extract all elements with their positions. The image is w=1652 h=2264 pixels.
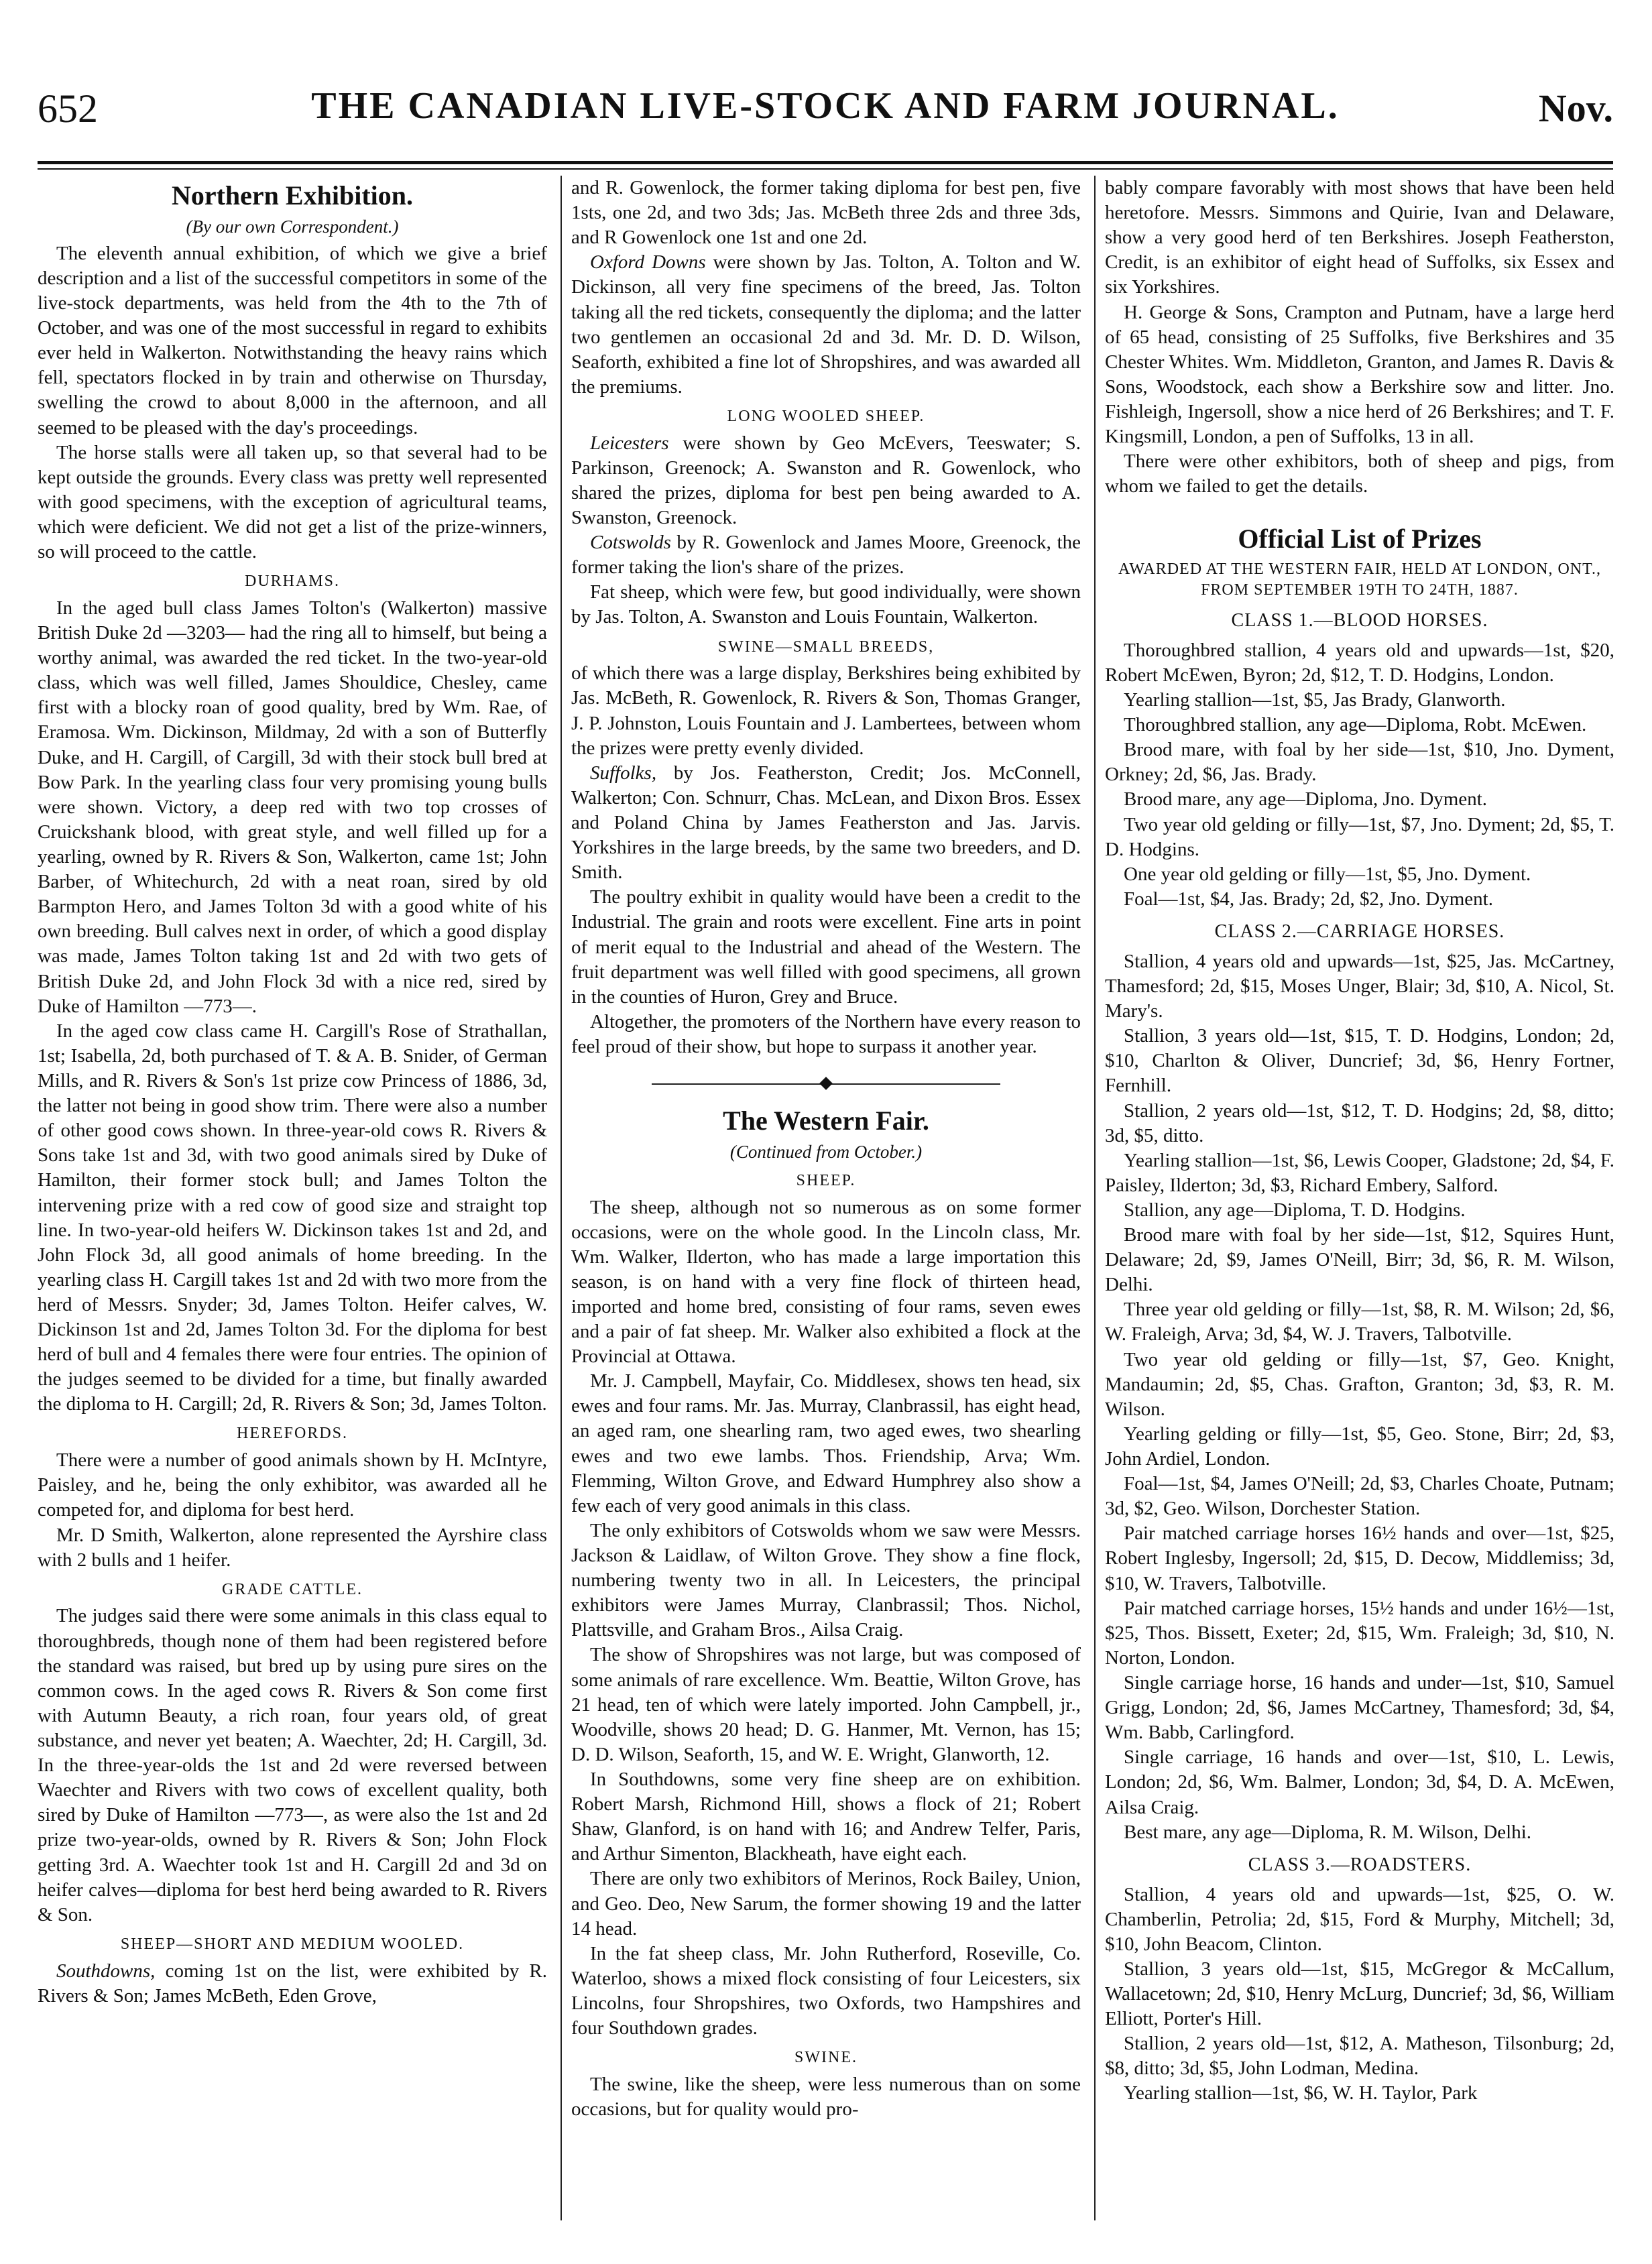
paragraph: In Southdowns, some very fine sheep are on exhibition. Robert Marsh, Richmond Hill, shows a flock of 21; Robert Shaw, Glanford, is on hand with 16; and Andrew Telfer, Paris, and Arthur Simenton, Blackheath, have eight each.: [571, 1769, 1081, 1865]
paragraph: bably compare favorably with most shows that have been held heretofore. Messrs. Simmons and Quirie, Ivan and Delaware, show a very good herd of ten Berkshires. Joseph Featherston, Credit, is an exhibitor of eight head of Suffolks, six Essex and six Yorkshires.: [1105, 177, 1614, 298]
prize-entry: Brood mare with foal by her side—1st, $12, Squires Hunt, Delaware; 2d, $9, James O'Neill, Birr; 3d, $6, R. M. Wilson, Delhi.: [1105, 1224, 1614, 1296]
article-byline: (Continued from October.): [729, 1142, 923, 1163]
prize-entry: Stallion, 4 years old and upwards—1st, $25, Jas. McCartney, Thamesford; 2d, $15, Moses Unger, Blair; 3d, $10, A. Nicol, St. Mary's.: [1105, 950, 1614, 1022]
class-heading-blood-horses: CLASS 1.—BLOOD HORSES.: [1231, 609, 1488, 631]
paragraph: [38, 1959, 547, 2009]
paragraph: and R. Gowenlock, the former taking diploma for best pen, five 1sts, one 2d, and two 3ds; Jas. McBeth three 2ds and three 3ds, and R Gowenlock one 1st and one 2d.: [571, 177, 1081, 249]
breed-name: Oxford Downs: [590, 251, 706, 274]
article-heading-northern: Northern Exhibition.: [171, 180, 414, 211]
paragraph: The show of Shropshires was not large, but was composed of some animals of rare excellence. Wm. Beattie, Wilton Grove, has 21 head, ten of which were lately imported. John Campbell, jr., Woodville, shows 20 head; D. G. Hanmer, Mt. Vernon, has 15; D. D. Wilson, Seaforth, 15, and W. E. Wright, Glanworth, 12.: [571, 1644, 1081, 1765]
header-rule-thick: [38, 161, 1613, 164]
paragraph: The only exhibitors of Cotswolds whom we saw were Messrs. Jackson & Laidlaw, of Wilton Grove. They show a fine flock, numbering twenty two in all. In Leicesters, the principal exhibitors were James Murray, Clanbrassil; Thos. Nichol, Plattsville, and Graham Bros., Ailsa Craig.: [571, 1519, 1081, 1641]
prize-entry: Foal—1st, $4, James O'Neill; 2d, $3, Charles Choate, Putnam; 3d, $2, Geo. Wilson, Dorchester Station.: [1105, 1473, 1614, 1520]
issue-month: Nov.: [1538, 86, 1613, 130]
column-1: [38, 176, 547, 2227]
section-heading-swine-small: SWINE—SMALL BREEDS,: [717, 638, 935, 656]
article-byline: (By our own Correspondent.): [186, 217, 399, 237]
prize-entry: Two year old gelding or filly—1st, $7, Geo. Knight, Mandaumin; 2d, $5, Chas. Grafton, Granton; 3d, $3, R. M. Wilson.: [1105, 1348, 1614, 1420]
paragraph: The swine, like the sheep, were less numerous than on some occasions, but for quality would pro-: [571, 2073, 1081, 2121]
paragraph: [571, 431, 1081, 530]
paragraph: There were a number of good animals shown by H. McIntyre, Paisley, and he, being the only exhibitor, was awarded all he competed for, and diploma for best herd.: [38, 1449, 547, 1521]
section-heading-sheep-short: SHEEP—SHORT AND MEDIUM WOOLED.: [120, 1935, 465, 1953]
prize-entry: Two year old gelding or filly—1st, $7, Jno. Dyment; 2d, $5, T. D. Hodgins.: [1105, 813, 1614, 860]
paragraph: There were other exhibitors, both of sheep and pigs, from whom we failed to get the details.: [1105, 451, 1614, 497]
paragraph: [571, 530, 1081, 580]
paragraph-text: were shown by Jas. Tolton, A. Tolton and W. Dickinson, all very fine specimens of the breed, Jas. Tolton taking all the red tickets, consequently the diploma; and the latter two gentlemen an occasional 2d and 3d. Mr. D. D. Wilson, Seaforth, exhibited a fine lot of Shropshires, and was awarded all the premiums.: [571, 251, 1081, 398]
prize-entry: Yearling gelding or filly—1st, $5, Geo. Stone, Birr; 2d, $3, John Ardiel, London.: [1105, 1423, 1614, 1470]
prize-entry: Yearling stallion—1st, $6, Lewis Cooper, Gladstone; 2d, $4, F. Paisley, Ilderton; 3d, $3, Richard Embery, Salford.: [1105, 1149, 1614, 1196]
column-2: [571, 176, 1081, 2227]
breed-name: Leicesters: [590, 432, 669, 454]
paragraph-text: by Jos. Featherston, Credit; Jos. McConnell, Walkerton; Con. Schnurr, Chas. McLean, and Dixon Bros. Essex and Poland China by James Featherston and Jas. Jarvis. Yorkshires in the large breeds, by the same two breeders, and D. Smith.: [571, 762, 1081, 884]
masthead: [38, 79, 1613, 146]
paragraph: The horse stalls were all taken up, so that several had to be kept outside the grounds. Every class was pretty well represented with good specimens, with the exception of agricultural teams, which were deficient. We did not get a list of the prize-winners, so will proceed to the cattle.: [38, 441, 547, 563]
prize-entry: Brood mare, with foal by her side—1st, $10, Jno. Dyment, Orkney; 2d, $6, Jas. Brady.: [1105, 739, 1614, 786]
prize-entry: Foal—1st, $4, Jas. Brady; 2d, $2, Jno. Dyment.: [1124, 888, 1493, 910]
breed-name: Suffolks,: [590, 762, 657, 784]
section-heading-grade-cattle: GRADE CATTLE.: [222, 1580, 363, 1598]
prize-entry: Thoroughbred stallion, 4 years old and upwards—1st, $20, Robert McEwen, Byron; 2d, $12, T. D. Hodgins, London.: [1105, 639, 1614, 686]
prize-entry: Pair matched carriage horses, 15½ hands and under 16½—1st, $25, Thos. Bissett, Exeter; 2d, $15, Wm. Fraleigh; 3d, $10, N. Norton, London.: [1105, 1597, 1614, 1669]
paragraph: [571, 250, 1081, 400]
paragraph: In the aged bull class James Tolton's (Walkerton) massive British Duke 2d —3203— had the ring all to himself, but being a worthy animal, was awarded the red ticket. In the two-year-old class, which was well filled, James Shouldice, Chesley, came first with a blocky roan of good quality, bred by Wm. Rae, of Eramosa. Wm. Dickinson, Mildmay, 2d with a son of Butterfly Duke, and H. Cargill, of Cargill, 3d with their stock bull bred at Bow Park. In the yearling class four very promising young bulls were shown. Victory, a deep red with two top crosses of Cruickshank blood, with great style, and well filled up for a yearling, owned by R. Rivers & Son, Walkerton, came 1st; John Barber, of Whitechurch, 2d with a neat roan, sired by old Barmpton Hero, and James Tolton 3d with a good white of his own breeding. Bull calves next in order, of which a good display was made, James Tolton taking 1st and 2d with two gets of British Duke 2d, and John Flock 3d with a nice red, sired by Duke of Hamilton —773—.: [38, 597, 547, 1017]
paragraph: H. George & Sons, Crampton and Putnam, have a large herd of 65 head, consisting of 25 Suffolks, five Berkshires and 35 Chester Whites. Wm. Middleton, Granton, and James R. Davis & Sons, Woodstock, each show a Berkshire sow and litter. Jno. Fishleigh, Ingersoll, show a nice herd of 26 Berkshires; and T. F. Kingsmill, London, a pen of Suffolks, 13 in all.: [1105, 301, 1614, 448]
section-heading-sheep: SHEEP.: [796, 1171, 856, 1189]
section-heading-herefords: HEREFORDS.: [236, 1425, 349, 1443]
prize-entry: Yearling stallion—1st, $6, W. H. Taylor, Park: [1124, 2082, 1478, 2104]
paragraph: The sheep, although not so numerous as on some former occasions, were on the whole good. In the Lincoln class, Mr. Wm. Walker, Ilderton, who has made a large importation this season, is on hand with a very fine flock of thirteen head, imported and home bred, consisting of four rams, seven ewes and a pair of fat sheep. Mr. Walker also exhibited a flock at the Provincial at Ottawa.: [571, 1196, 1081, 1368]
column-divider-2: [1094, 176, 1096, 2220]
paragraph: [571, 761, 1081, 886]
prize-entry: Thoroughbred stallion, any age—Diploma, Robt. McEwen.: [1124, 714, 1587, 736]
article-heading-prize-list: Official List of Prizes: [1238, 524, 1482, 554]
prize-entry: Best mare, any age—Diploma, R. M. Wilson, Delhi.: [1124, 1821, 1532, 1843]
prize-entry: Stallion, 4 years old and upwards—1st, $25, O. W. Chamberlin, Petrolia; 2d, $15, Ford & Murphy, Mitchell; 3d, $10, John Beacom, Clinton.: [1105, 1883, 1614, 1955]
header-rule-thin: [38, 168, 1613, 170]
section-heading-long-wooled: LONG WOOLED SHEEP.: [727, 407, 925, 425]
paragraph: Mr. J. Campbell, Mayfair, Co. Middlesex, shows ten head, six ewes and four rams. Mr. Jas. Murray, Clanbrassil, has eight head, an aged ram, one shearling ram, two aged ewes, two shearling ewes and two ewe lambs. Thos. Friendship, Arva; Wm. Flemming, Wilton Grove, and Edward Humphrey also show a few each of very good animals in this class.: [571, 1370, 1081, 1516]
section-heading-durhams: DURHAMS.: [244, 573, 341, 591]
class-heading-roadsters: CLASS 3.—ROADSTERS.: [1248, 1854, 1472, 1875]
paragraph: Fat sheep, which were few, but good individually, were shown by Jas. Tolton, A. Swanston and Louis Fountain, Walkerton.: [571, 581, 1081, 628]
prize-entry: Single carriage horse, 16 hands and under—1st, $10, Samuel Grigg, London; 2d, $6, James McCartney, Thamesford; 3d, $4, Wm. Babb, Carlingford.: [1105, 1672, 1614, 1744]
paragraph: In the aged cow class came H. Cargill's Rose of Strathallan, 1st; Isabella, 2d, both purchased of T. & A. B. Snider, of German Mills, and R. Rivers & Son's 1st prize cow Princess of 1886, 3d, the latter not being in good show trim. There were also a number of other good cows shown. In three-year-old cows R. Rivers & Sons take 1st and 3d, with two good animals sired by Duke of Hamilton, their former stock bull; and James Tolton the intervening prize with a red cow of good size and straight top line. In two-year-old heifers W. Dickinson takes 1st and 2d, and John Flock 3d, all good animals of home breeding. In the yearling class H. Cargill takes 1st and 2d with two more from the herd of Messrs. Snyder; 3d, James Tolton. Heifer calves, W. Dickinson 1st and 2d, James Tolton 3d. For the diploma for best herd of bull and 4 females there were four entries. The opinion of the judges seemed to be divided for a time, but finally awarded the diploma to H. Cargill; 2d, R. Rivers & Son; 3d, James Tolton.: [38, 1020, 547, 1415]
prize-entry: Brood mare, any age—Diploma, Jno. Dyment.: [1124, 788, 1488, 811]
paragraph: The judges said there were some animals in this class equal to thoroughbreds, though none of them had been registered before the standard was raised, but bred up by using pure sires on the common cows. In the aged cows R. Rivers & Son come first with Autumn Beauty, a rich roan, four years old, of great substance, and never yet beaten; A. Waechter, 2d; H. Cargill, 3d. In the three-year-olds the 1st and 2d were reversed between Waechter and Rivers with two cows of excellent quality, both sired by Duke of Hamilton —773—, as were also the 1st and 2d prize two-year-olds, owned by R. Rivers & Son; John Flock getting 3rd. A. Waechter took 1st and H. Cargill 2d and 3d on heifer calves—diploma for best herd being awarded to R. Rivers & Son.: [38, 1605, 547, 1925]
paragraph-text: were shown by Geo McEvers, Teeswater; S. Parkinson, Greenock; A. Swanston and R. Gowenlock, who shared the prizes, diploma for best pen being awarded to A. Swanston, Greenock.: [571, 432, 1081, 529]
paragraph: There are only two exhibitors of Merinos, Rock Bailey, Union, and Geo. Deo, New Sarum, the former showing 19 and the latter 14 head.: [571, 1868, 1081, 1940]
prize-entry: Yearling stallion—1st, $5, Jas Brady, Glanworth.: [1124, 689, 1506, 711]
prize-entry: One year old gelding or filly—1st, $5, Jno. Dyment.: [1124, 863, 1531, 885]
prize-entry: Single carriage, 16 hands and over—1st, $10, L. Lewis, London; 2d, $6, Wm. Balmer, London; 3d, $4, D. A. McEwen, Ailsa Craig.: [1105, 1746, 1614, 1818]
prize-entry: Stallion, any age—Diploma, T. D. Hodgins.: [1124, 1199, 1466, 1221]
prize-list-subheading: AWARDED AT THE WESTERN FAIR, HELD AT LONDON, ONT., FROM SEPTEMBER 19TH TO 24TH, 1887.: [1118, 560, 1602, 599]
article-heading-western-fair: The Western Fair.: [723, 1106, 929, 1136]
paragraph: Mr. D Smith, Walkerton, alone represented the Ayrshire class with 2 bulls and 1 heifer.: [38, 1524, 547, 1571]
prize-entry: Stallion, 2 years old—1st, $12, A. Matheson, Tilsonburg; 2d, $8, ditto; 3d, $5, John Lodman, Medina.: [1105, 2033, 1614, 2080]
class-heading-carriage-horses: CLASS 2.—CARRIAGE HORSES.: [1214, 921, 1505, 943]
prize-entry: Pair matched carriage horses 16½ hands and over—1st, $25, Robert Inglesby, Ingersoll; 2d, $15, D. Decow, Middlemiss; 3d, $10, W. Travers, Talbotville.: [1105, 1523, 1614, 1594]
paragraph: In the fat sheep class, Mr. John Rutherford, Roseville, Co. Waterloo, shows a mixed flock consisting of four Leicesters, six Lincolns, four Shropshires, two Oxfords, two Hampshires and four Southdown grades.: [571, 1942, 1081, 2039]
paragraph-text: coming 1st on the list, were exhibited by R. Rivers & Son; James McBeth, Eden Grove,: [38, 1960, 547, 2007]
prize-entry: Stallion, 2 years old—1st, $12, T. D. Hodgins; 2d, $8, ditto; 3d, $5, ditto.: [1105, 1099, 1614, 1146]
prize-entry: Three year old gelding or filly—1st, $8, R. M. Wilson; 2d, $6, W. Fraleigh, Arva; 3d, $4, W. J. Travers, Talbotville.: [1105, 1299, 1614, 1346]
page-number: 652: [38, 86, 98, 131]
paragraph-text: by R. Gowenlock and James Moore, Greenock, the former taking the lion's share of the prizes.: [571, 532, 1081, 579]
prize-entry: Stallion, 3 years old—1st, $15, T. D. Hodgins, London; 2d, $10, Charlton & Oliver, Duncrief; 3d, $6, Henry Fortner, Fernhill.: [1105, 1025, 1614, 1097]
paragraph: Altogether, the promoters of the Northern have every reason to feel proud of their show, but hope to surpass it another year.: [571, 1010, 1081, 1057]
column-3: [1105, 176, 1614, 2227]
spacer: [1105, 499, 1614, 519]
prize-entry: Stallion, 3 years old—1st, $15, McGregor & McCallum, Wallacetown; 2d, $10, Henry McLurg, Duncrief; 3d, $6, William Elliott, Porter's Hill.: [1105, 1958, 1614, 2030]
column-divider-1: [560, 176, 562, 2220]
paragraph: of which there was a large display, Berkshires being exhibited by Jas. McBeth, R. Gowenlock, R. Rivers & Son, Thomas Granger, J. P. Johnston, Louis Fountain and J. Lambertees, between whom the prizes were pretty evenly divided.: [571, 662, 1081, 759]
section-heading-swine: SWINE.: [794, 2049, 858, 2067]
paragraph: The poultry exhibit in quality would have been a credit to the Industrial. The grain and roots were excellent. Fine arts in point of merit equal to the Industrial and ahead of the Western. The fruit department was well filled with good specimens, all grown in the counties of Huron, Grey and Bruce.: [571, 886, 1081, 1008]
paragraph: The eleventh annual exhibition, of which we give a brief description and a list of the successful competitors in some of the live-stock departments, was held from the 4th to the 7th of October, and was one of the most successful in regard to exhibits ever held in Walkerton. Notwithstanding the heavy rains which fell, spectators flocked in by train and otherwise on Thursday, swelling the crowd to about 8,000 in the afternoon, and all seemed to be pleased with the day's proceedings.: [38, 242, 547, 438]
breed-name: Southdowns,: [56, 1960, 156, 1982]
breed-name: Cotswolds: [590, 532, 671, 554]
diamond-icon: [819, 1077, 833, 1090]
journal-title: THE CANADIAN LIVE-STOCK AND FARM JOURNAL.: [311, 85, 1340, 127]
section-ornament: [571, 1077, 1081, 1091]
